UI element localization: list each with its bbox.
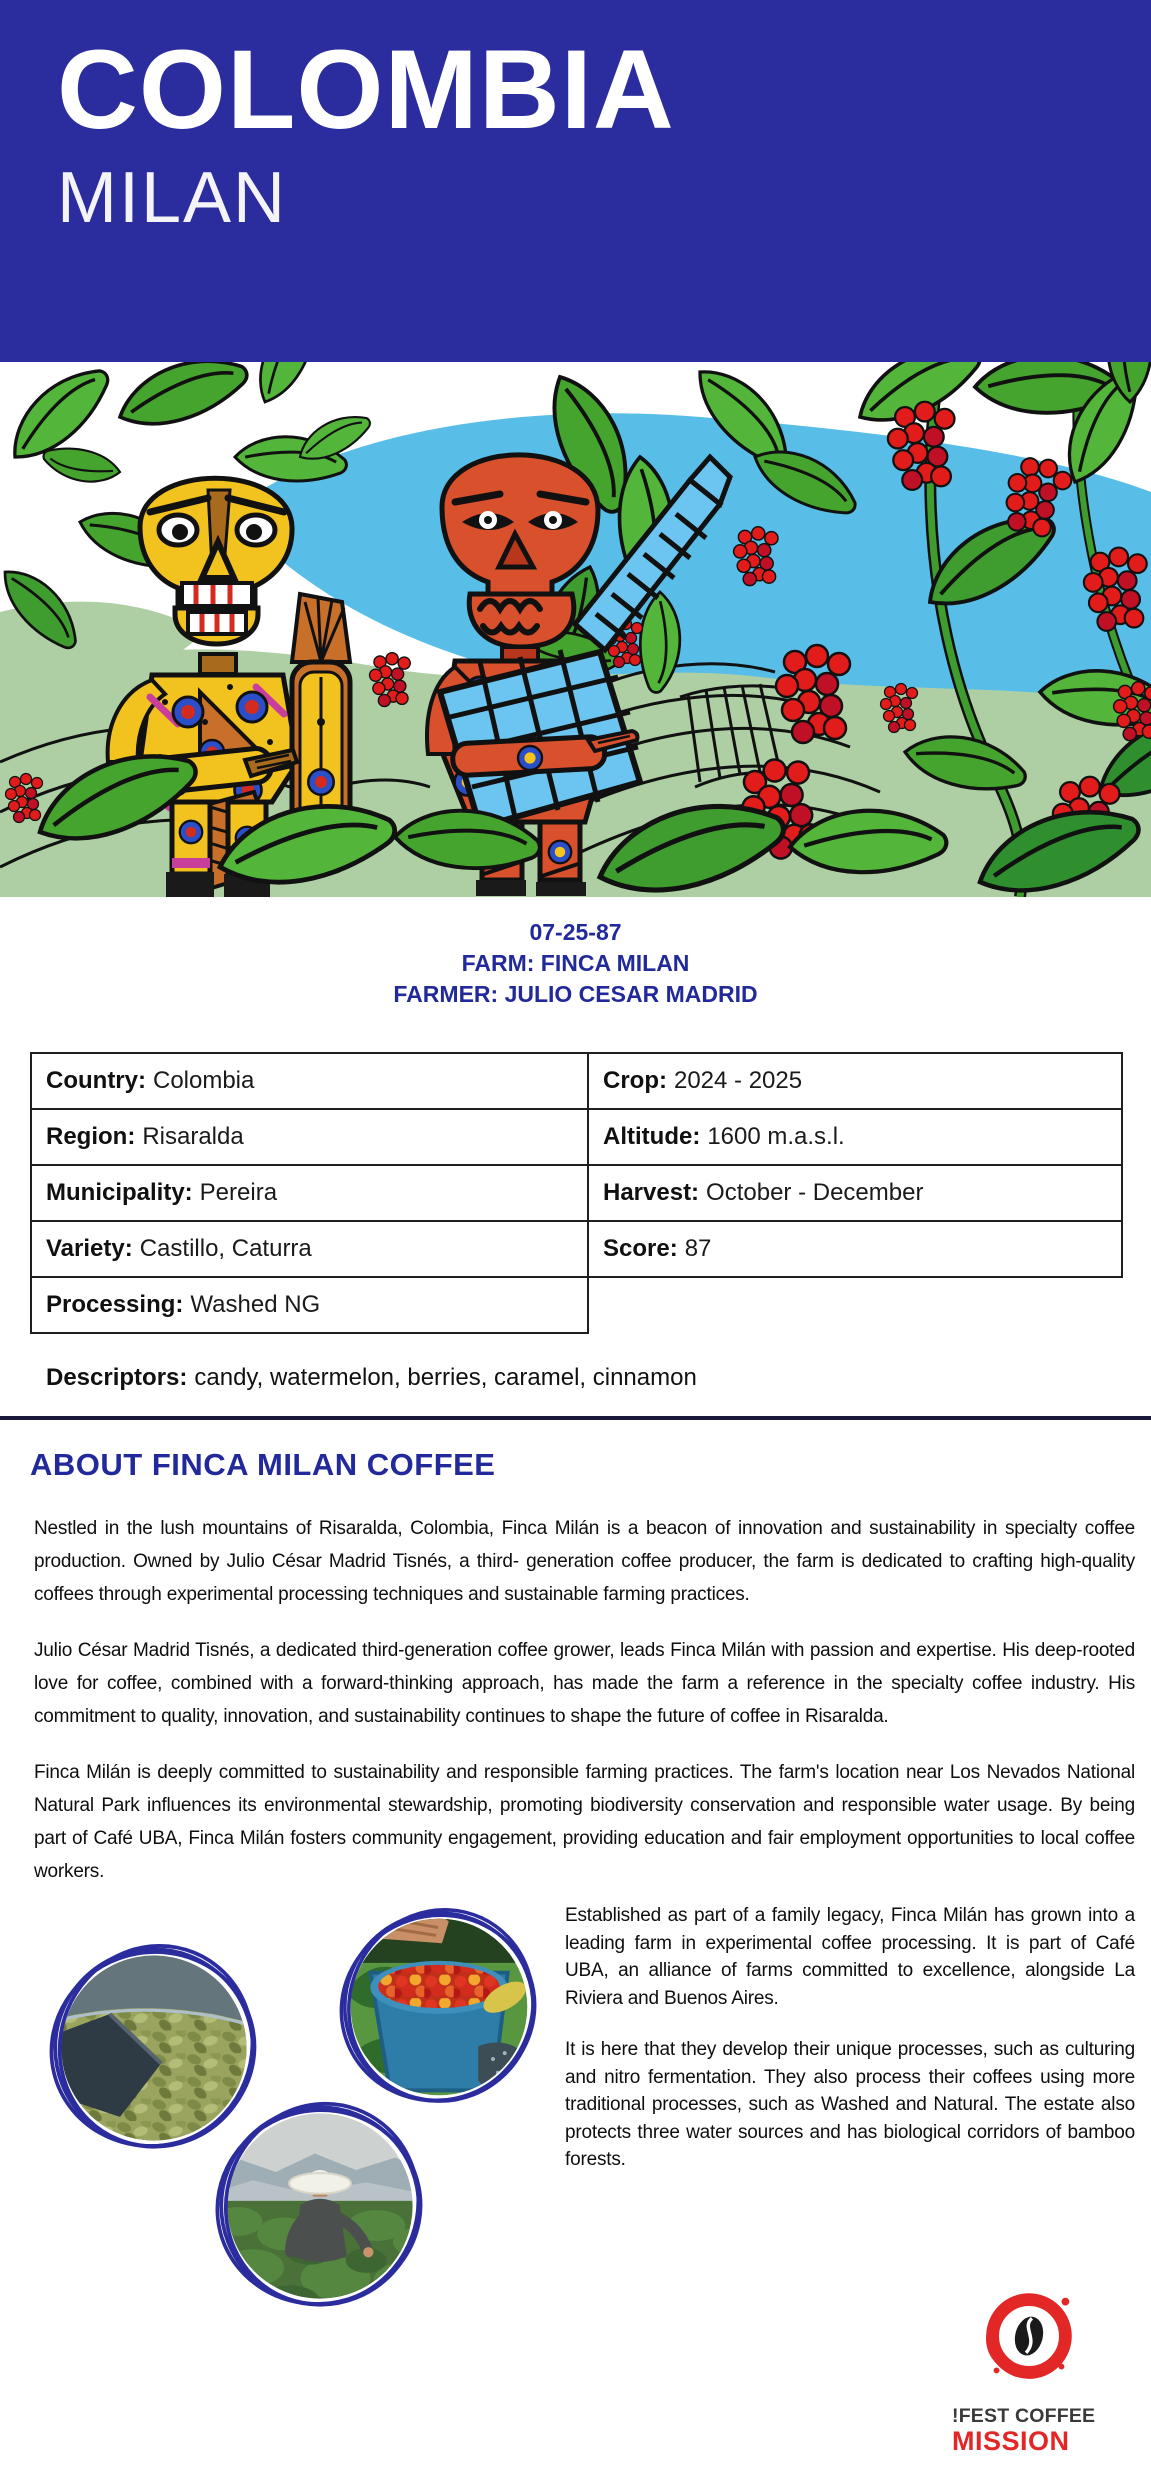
cell-value: Washed NG — [190, 1291, 321, 1318]
coffee-bean-ring-icon — [970, 2280, 1132, 2403]
cell-value: October - December — [706, 1179, 924, 1206]
lot-date: 07-25-87 — [529, 919, 622, 945]
about-paragraph-1: Nestled in the lush mountains of Risaralda, Colombia, Finca Milán is a beacon of innovation and sustainability in specialty coffee production. Owned by Julio César Madrid Tisnés, a third- generation coffee producer, the farm is dedicated to crafting high-quality coffees through experimental processing techniques and sustainable farming practices. — [34, 1518, 1135, 1605]
farmer-in-field-photo — [212, 2098, 428, 2319]
coffee-farm-illustration — [0, 362, 1151, 897]
fest-coffee-mission-logo — [952, 2280, 1132, 2457]
logo-line-2: MISSION — [952, 2426, 1070, 2456]
cell-value: Pereira — [199, 1179, 278, 1206]
cell-harvest — [588, 1165, 1122, 1221]
cell-label: Score: — [603, 1235, 678, 1262]
lot-meta-block — [0, 917, 1151, 1010]
about-heading: ABOUT FINCA MILAN COFFEE — [30, 1447, 496, 1482]
logo-line-1: !FEST COFFEE — [952, 2405, 1096, 2427]
cell-label: Region: — [46, 1123, 136, 1150]
hero-banner — [0, 0, 1151, 362]
cell-empty — [588, 1277, 1122, 1333]
cell-region — [31, 1109, 588, 1165]
cell-value: 87 — [684, 1235, 712, 1262]
table-row — [31, 1221, 1122, 1277]
about-section — [0, 1447, 1151, 2338]
cell-processing — [31, 1277, 588, 1333]
descriptors-label: Descriptors: — [46, 1364, 188, 1391]
cell-value: Risaralda — [142, 1123, 244, 1150]
coffee-info-table — [30, 1052, 1123, 1334]
cell-value: 1600 m.a.s.l. — [707, 1123, 845, 1150]
cell-municipality — [31, 1165, 588, 1221]
lot-farm: FARM: FINCA MILAN — [461, 950, 690, 976]
table-row — [31, 1165, 1122, 1221]
cell-label: Processing: — [46, 1291, 184, 1318]
side-paragraph-1: Established as part of a family legacy, Finca Milán has grown into a leading farm in experimental coffee processing. It is part of Café UBA, an alliance of farms committed to excellence, alongside La Riviera and Buenos Aires. — [565, 1905, 1135, 2009]
page-subtitle: MILAN — [57, 157, 288, 238]
cell-value: 2024 - 2025 — [673, 1067, 803, 1094]
table-row — [31, 1053, 1122, 1109]
descriptors-line — [46, 1364, 1135, 1392]
cell-altitude — [588, 1109, 1122, 1165]
photo-collage — [0, 1902, 565, 2338]
table-row — [31, 1109, 1122, 1165]
about-paragraph-2: Julio César Madrid Tisnés, a dedicated third-generation coffee grower, leads Finca Milán with passion and expertise. His deep-rooted love for coffee, combined with a forward-thinking approach, has made the farm a reference in the specialty coffee industry. His commitment to quality, innovation, and sustainability continues to shape the future of coffee in Risaralda. — [34, 1640, 1135, 1727]
cell-label: Harvest: — [603, 1179, 700, 1206]
side-text-column — [565, 1902, 1151, 2338]
photos-and-text — [0, 1902, 1151, 2338]
cell-crop — [588, 1053, 1122, 1109]
cell-country — [31, 1053, 588, 1109]
cell-score — [588, 1221, 1122, 1277]
cell-value: Colombia — [152, 1067, 255, 1094]
page-title: COLOMBIA — [57, 27, 675, 152]
cell-value: Castillo, Caturra — [139, 1235, 312, 1262]
about-paragraph-3: Finca Milán is deeply committed to sustainability and responsible farming practices. The farm's location near Los Nevados National Natural Park influences its environmental stewardship, promoting biodiversity conservation and responsible water usage. By being part of Café UBA, Finca Milán fosters community engagement, providing education and fair employment opportunities to local coffee workers. — [34, 1762, 1135, 1882]
cell-label: Crop: — [603, 1067, 667, 1094]
section-divider — [0, 1416, 1151, 1420]
descriptors-value: candy, watermelon, berries, caramel, cinnamon — [194, 1364, 697, 1391]
side-paragraph-2: It is here that they develop their unique processes, such as culturing and nitro fermentation. They also process their coffees using more traditional processes, such as Washed and Natural. The estate also protects three water sources and has biological corridors of bamboo forests. — [565, 2039, 1135, 2170]
cell-label: Country: — [46, 1067, 146, 1094]
cell-label: Variety: — [46, 1235, 133, 1262]
table-row — [31, 1277, 1122, 1333]
cell-label: Municipality: — [46, 1179, 193, 1206]
coffee-cherries-bucket-photo — [336, 1904, 542, 2115]
cell-variety — [31, 1221, 588, 1277]
cell-label: Altitude: — [603, 1123, 701, 1150]
lot-farmer: FARMER: JULIO CESAR MADRID — [393, 981, 758, 1007]
